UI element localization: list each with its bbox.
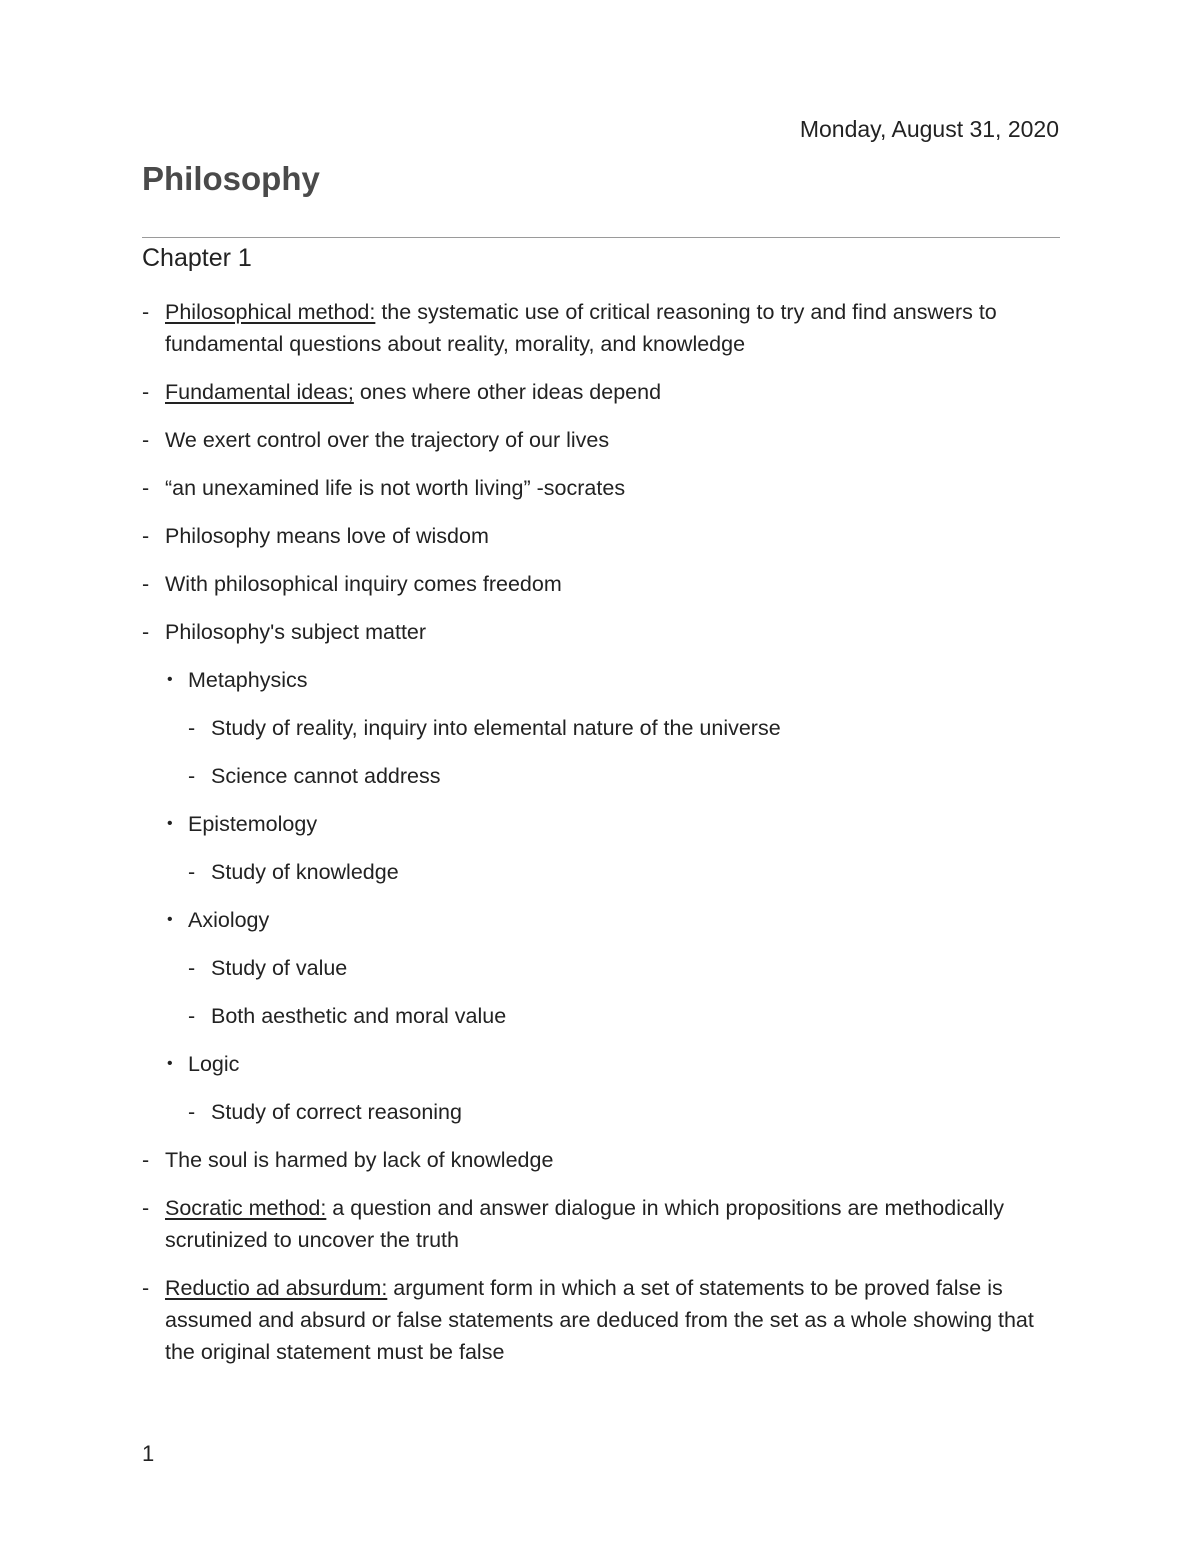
- note-item: [142, 712, 1042, 744]
- notes-list: [142, 296, 1042, 1384]
- note-text: Logic: [188, 1052, 240, 1076]
- title-divider: [142, 237, 1060, 238]
- bullet-marker: •: [167, 1055, 173, 1072]
- note-item: [142, 1144, 1042, 1176]
- note-text: Philosophy means love of wisdom: [165, 524, 489, 548]
- bullet-marker: •: [167, 815, 173, 832]
- dash-marker: -: [188, 716, 196, 740]
- note-item: [142, 568, 1042, 600]
- dash-marker: -: [188, 860, 196, 884]
- note-text: Study of correct reasoning: [211, 1100, 462, 1124]
- note-item: [142, 1096, 1042, 1128]
- note-text: Philosophy's subject matter: [165, 620, 427, 644]
- page-number: 1: [142, 1441, 155, 1466]
- note-text: We exert control over the trajectory of our lives: [165, 428, 610, 452]
- note-item: [142, 520, 1042, 552]
- note-text: Study of value: [211, 956, 348, 980]
- bullet-marker: •: [167, 911, 173, 928]
- note-text: the systematic use of critical reasoning to try and find answers to fundamental questions about reality, morality, and knowledge: [165, 300, 997, 356]
- note-item: [142, 472, 1042, 504]
- dash-marker: -: [188, 956, 196, 980]
- document-date: Monday, August 31, 2020: [799, 116, 1059, 142]
- note-item: [142, 1192, 1042, 1256]
- dash-marker: -: [142, 1276, 150, 1300]
- dash-marker: -: [142, 620, 150, 644]
- dash-marker: -: [142, 380, 150, 404]
- note-term: Fundamental ideas;: [165, 380, 354, 404]
- dash-marker: -: [142, 524, 150, 548]
- note-text: Axiology: [188, 908, 270, 932]
- note-text: Study of reality, inquiry into elemental nature of the universe: [211, 716, 781, 740]
- dash-marker: -: [188, 1100, 196, 1124]
- dash-marker: -: [188, 764, 196, 788]
- dash-marker: -: [188, 1004, 196, 1028]
- chapter-heading: Chapter 1: [142, 244, 252, 272]
- note-item: [142, 664, 1042, 696]
- note-text: Study of knowledge: [211, 860, 399, 884]
- note-item: [142, 904, 1042, 936]
- dash-marker: -: [142, 1196, 150, 1220]
- dash-marker: -: [142, 476, 150, 500]
- note-text: The soul is harmed by lack of knowledge: [165, 1148, 554, 1172]
- note-text: Science cannot address: [211, 764, 441, 788]
- note-item: [142, 1000, 1042, 1032]
- note-item: [142, 808, 1042, 840]
- note-text: Epistemology: [188, 812, 318, 836]
- note-text: ones where other ideas depend: [353, 380, 662, 404]
- note-item: [142, 1272, 1042, 1368]
- note-item: [142, 424, 1042, 456]
- document-title: Philosophy: [142, 160, 320, 197]
- note-item: [142, 952, 1042, 984]
- note-item: [142, 1048, 1042, 1080]
- note-term: Reductio ad absurdum:: [165, 1276, 388, 1300]
- note-text: With philosophical inquiry comes freedom: [165, 572, 562, 596]
- note-text: Metaphysics: [188, 668, 308, 692]
- note-item: [142, 856, 1042, 888]
- note-term: Socratic method:: [165, 1196, 327, 1220]
- note-text: “an unexamined life is not worth living” -socrates: [165, 476, 626, 500]
- note-item: [142, 296, 1042, 360]
- dash-marker: -: [142, 1148, 150, 1172]
- note-item: [142, 760, 1042, 792]
- note-text: a question and answer dialogue in which propositions are methodically scrutinized to uncover the truth: [165, 1196, 1004, 1252]
- bullet-marker: •: [167, 671, 173, 688]
- note-text: Both aesthetic and moral value: [211, 1004, 507, 1028]
- dash-marker: -: [142, 300, 150, 324]
- note-item: [142, 616, 1042, 648]
- dash-marker: -: [142, 428, 150, 452]
- note-term: Philosophical method:: [165, 300, 376, 324]
- note-text: argument form in which a set of statements to be proved false is assumed and absurd or false statements are deduced from the set as a whole showing that the original statement must be false: [165, 1276, 1034, 1364]
- dash-marker: -: [142, 572, 150, 596]
- note-item: [142, 376, 1042, 408]
